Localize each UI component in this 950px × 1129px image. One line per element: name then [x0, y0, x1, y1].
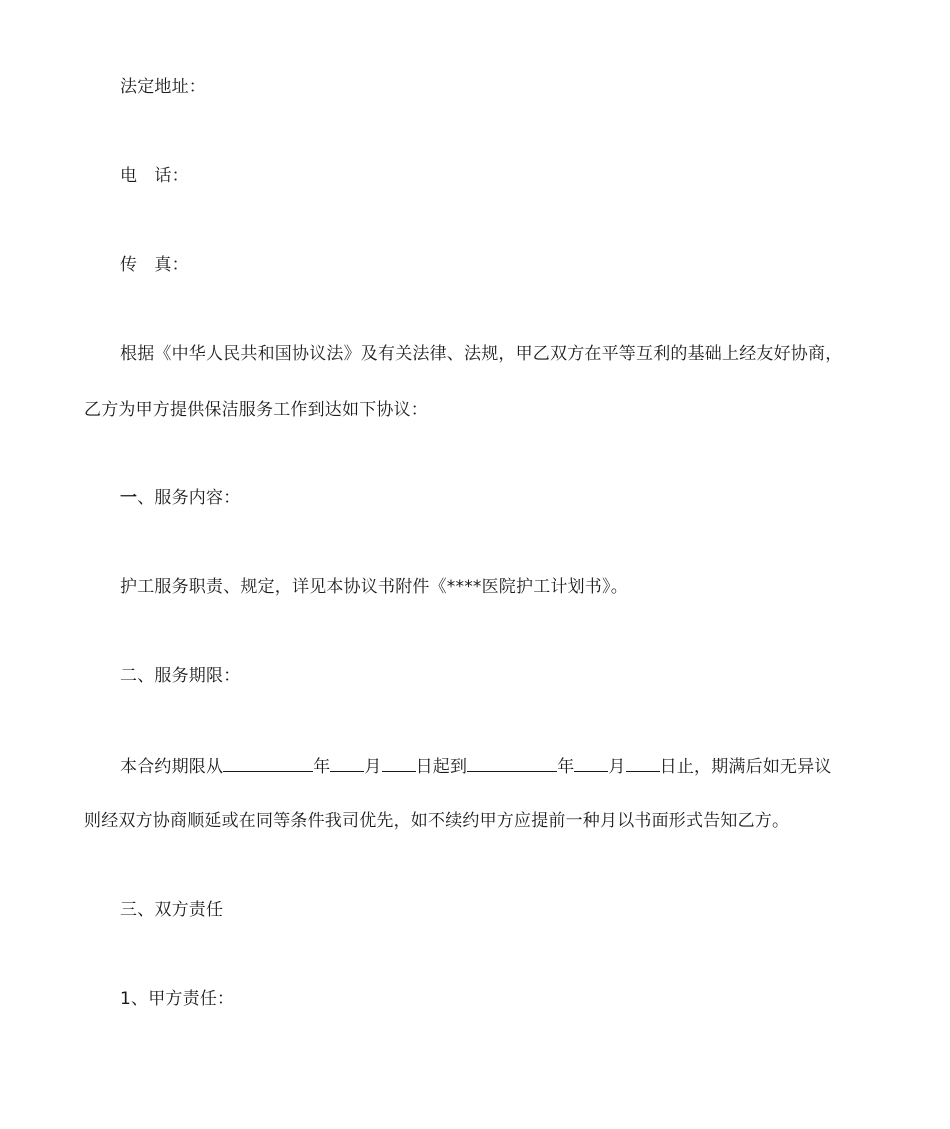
fax-label: 传 真：	[120, 255, 189, 275]
address-label: 法定地址：	[120, 77, 206, 97]
section1-body: 护工服务职责、规定，详见本协议书附件《****医院护工计划书》。	[120, 577, 628, 597]
intro-paragraph-line1: 根据《中华人民共和国协议法》及有关法律、法规，甲乙双方在平等互利的基础上经友好协商，	[120, 344, 843, 364]
start-year-blank[interactable]	[223, 755, 313, 772]
section2-heading: 二、服务期限：	[120, 666, 241, 686]
section1-title: 、服务内容：	[137, 488, 241, 508]
start-day-blank[interactable]	[382, 755, 416, 772]
section3-heading: 三、双方责任	[120, 900, 224, 920]
term-day-to: 日止，期满后如无异议	[659, 757, 832, 777]
end-day-blank[interactable]	[626, 755, 660, 772]
term-paragraph-line1	[120, 755, 832, 778]
end-month-blank[interactable]	[574, 755, 608, 772]
intro-paragraph-line2: 乙方为甲方提供保洁服务工作到达如下协议：	[84, 400, 428, 420]
term-paragraph-line2: 则经双方协商顺延或在同等条件我司优先，如不续约甲方应提前一种月以书面形式告知乙方。	[84, 811, 790, 831]
term-month-unit-end: 月	[608, 757, 626, 777]
term-month-unit: 月	[364, 757, 382, 777]
section1-number: 一	[120, 488, 138, 508]
start-month-blank[interactable]	[330, 755, 364, 772]
phone-label: 电 话：	[120, 166, 189, 186]
term-day-from: 日起到	[415, 757, 468, 777]
term-prefix: 本合约期限从	[120, 757, 224, 777]
term-year-unit-end: 年	[557, 757, 575, 777]
term-year-unit: 年	[313, 757, 331, 777]
section3-sub1-heading: 1、甲方责任：	[120, 989, 235, 1009]
section1-heading	[120, 487, 240, 509]
end-year-blank[interactable]	[467, 755, 557, 772]
